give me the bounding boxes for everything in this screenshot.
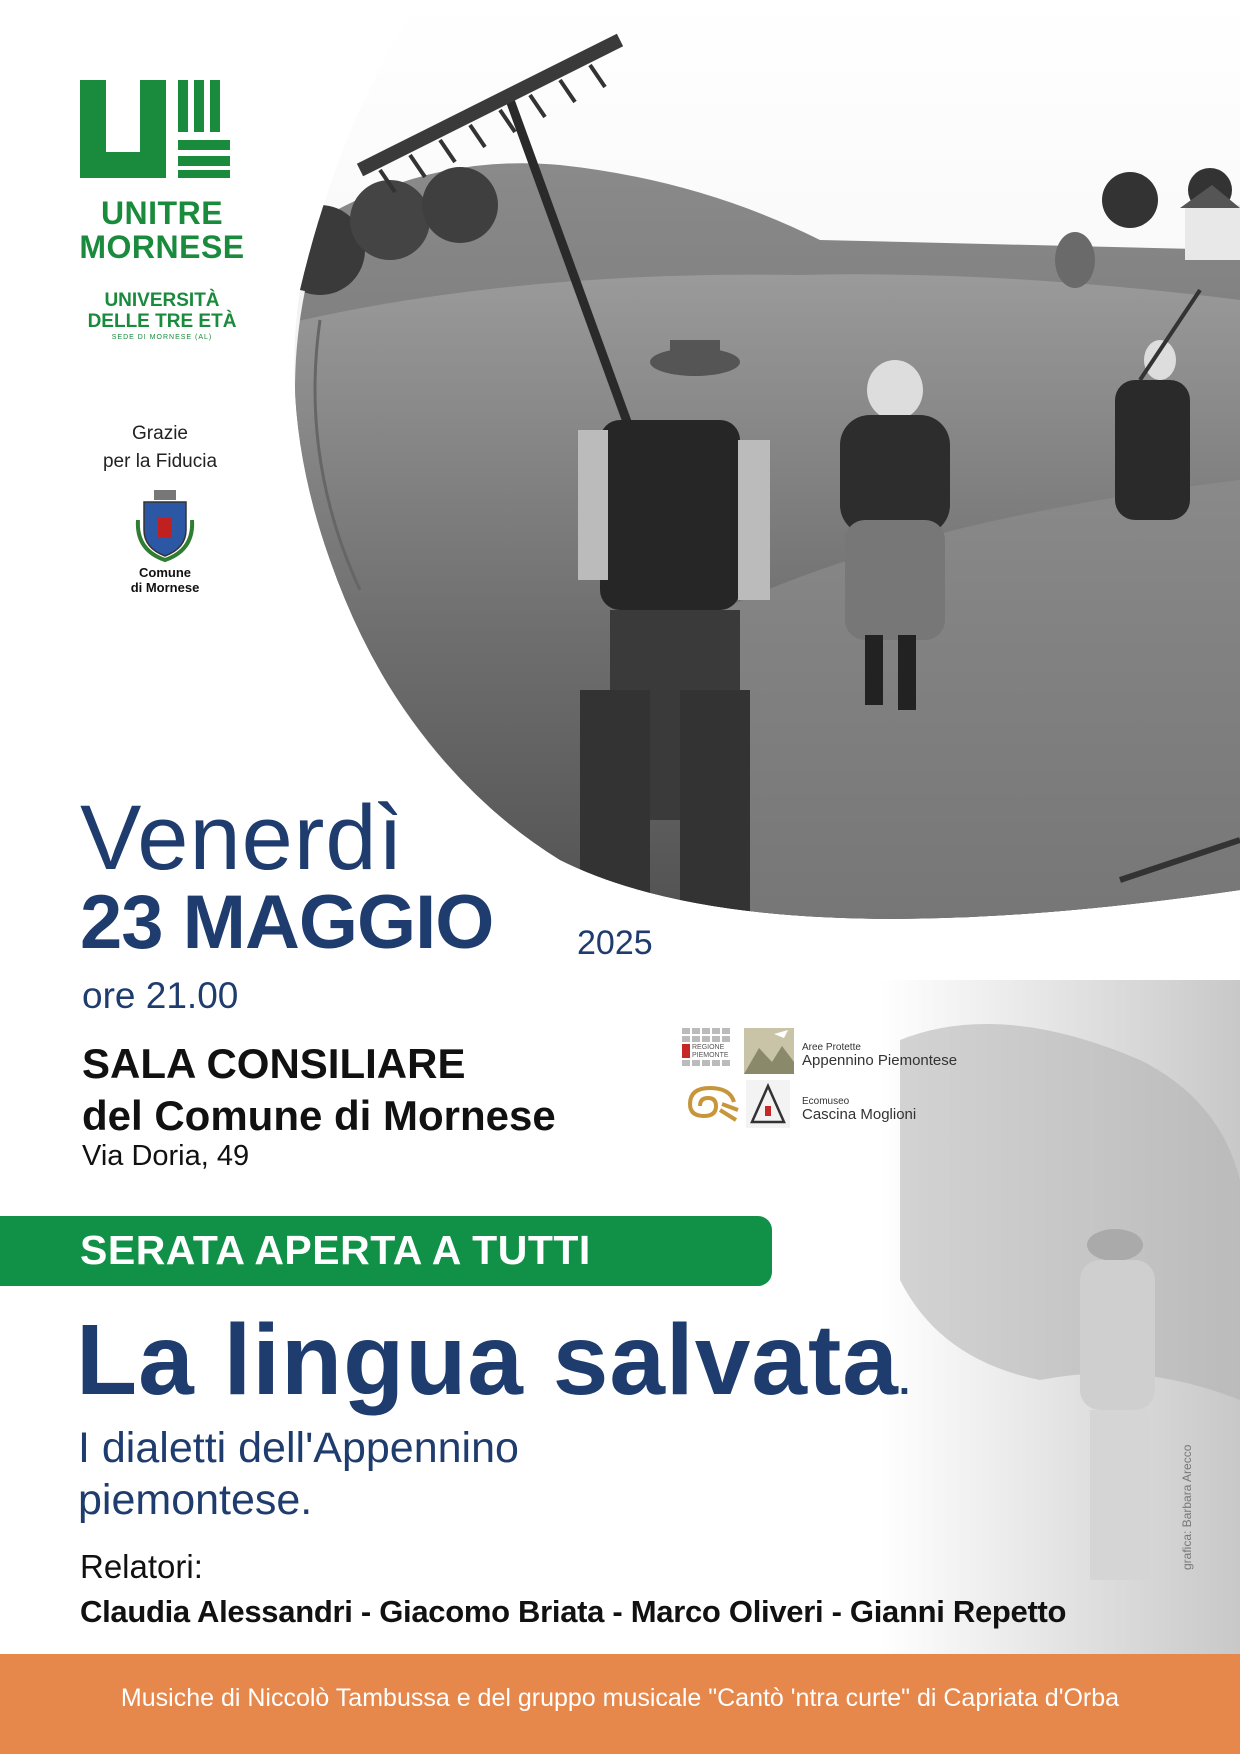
- subtitle-line1: I dialetti dell'Appennino: [78, 1424, 519, 1472]
- event-venue: [82, 1038, 556, 1142]
- speakers-label: Relatori:: [80, 1548, 203, 1585]
- logo-seat: SEDE DI MORNESE (AL): [111, 334, 213, 341]
- parks-label-small: Aree Protette: [802, 1042, 861, 1053]
- event-title: [76, 1304, 911, 1416]
- logo-name-line2: MORNESE: [79, 229, 245, 265]
- thanks-line2: per la Fiducia: [102, 451, 218, 472]
- subtitle-line2: piemontese.: [78, 1476, 313, 1524]
- footer-music-text: Musiche di Niccolò Tambussa e del gruppo musicale "Cantò 'ntra curte" di Capriata d'Orba: [120, 1684, 1120, 1712]
- thanks-line1: Grazie: [132, 423, 188, 444]
- logo-university-line1: UNIVERSITÀ: [104, 290, 220, 311]
- ecomuseo-label-small: Ecomuseo: [802, 1096, 850, 1107]
- event-date: 23 MAGGIO: [80, 880, 494, 965]
- speakers-list: Claudia Alessandri - Giacomo Briata - Marco Oliveri - Gianni Repetto: [80, 1594, 1067, 1629]
- venue-line1: SALA CONSILIARE: [82, 1040, 466, 1087]
- event-address: Via Doria, 49: [82, 1140, 250, 1172]
- venue-line2: del Comune di Mornese: [82, 1092, 556, 1139]
- event-year: 2025: [577, 924, 653, 962]
- ecomuseo-label-big: Cascina Moglioni: [802, 1106, 917, 1123]
- event-subtitle: [78, 1422, 519, 1526]
- design-credit: grafica: Barbara Arecco: [1180, 1444, 1194, 1570]
- comune-line1: Comune: [139, 565, 191, 580]
- logo-university-line2: DELLE TRE ETÀ: [87, 311, 237, 332]
- aree-protette-logo-icon: [744, 1028, 794, 1074]
- comune-crest-icon: [134, 490, 196, 562]
- regione-line1: REGIONE: [692, 1044, 725, 1051]
- spiral-hand-logo-icon: [680, 1080, 740, 1128]
- parks-label-big: Appennino Piemontese: [802, 1052, 958, 1069]
- unitre-logo-icon: [80, 80, 230, 185]
- regione-text: [692, 1044, 729, 1060]
- event-day-name: Venerdì: [80, 787, 405, 889]
- logo-name-line1: UNITRE: [100, 195, 224, 231]
- event-time: ore 21.00: [82, 975, 239, 1016]
- event-title-text: La lingua salvata: [76, 1304, 899, 1416]
- comune-line2: di Mornese: [130, 580, 200, 595]
- open-evening-text: SERATA APERTA A TUTTI: [80, 1227, 591, 1273]
- ecomuseo-logo-icon: [746, 1080, 790, 1128]
- regione-line2: PIEMONTE: [692, 1052, 729, 1059]
- event-title-dot: .: [898, 1359, 911, 1403]
